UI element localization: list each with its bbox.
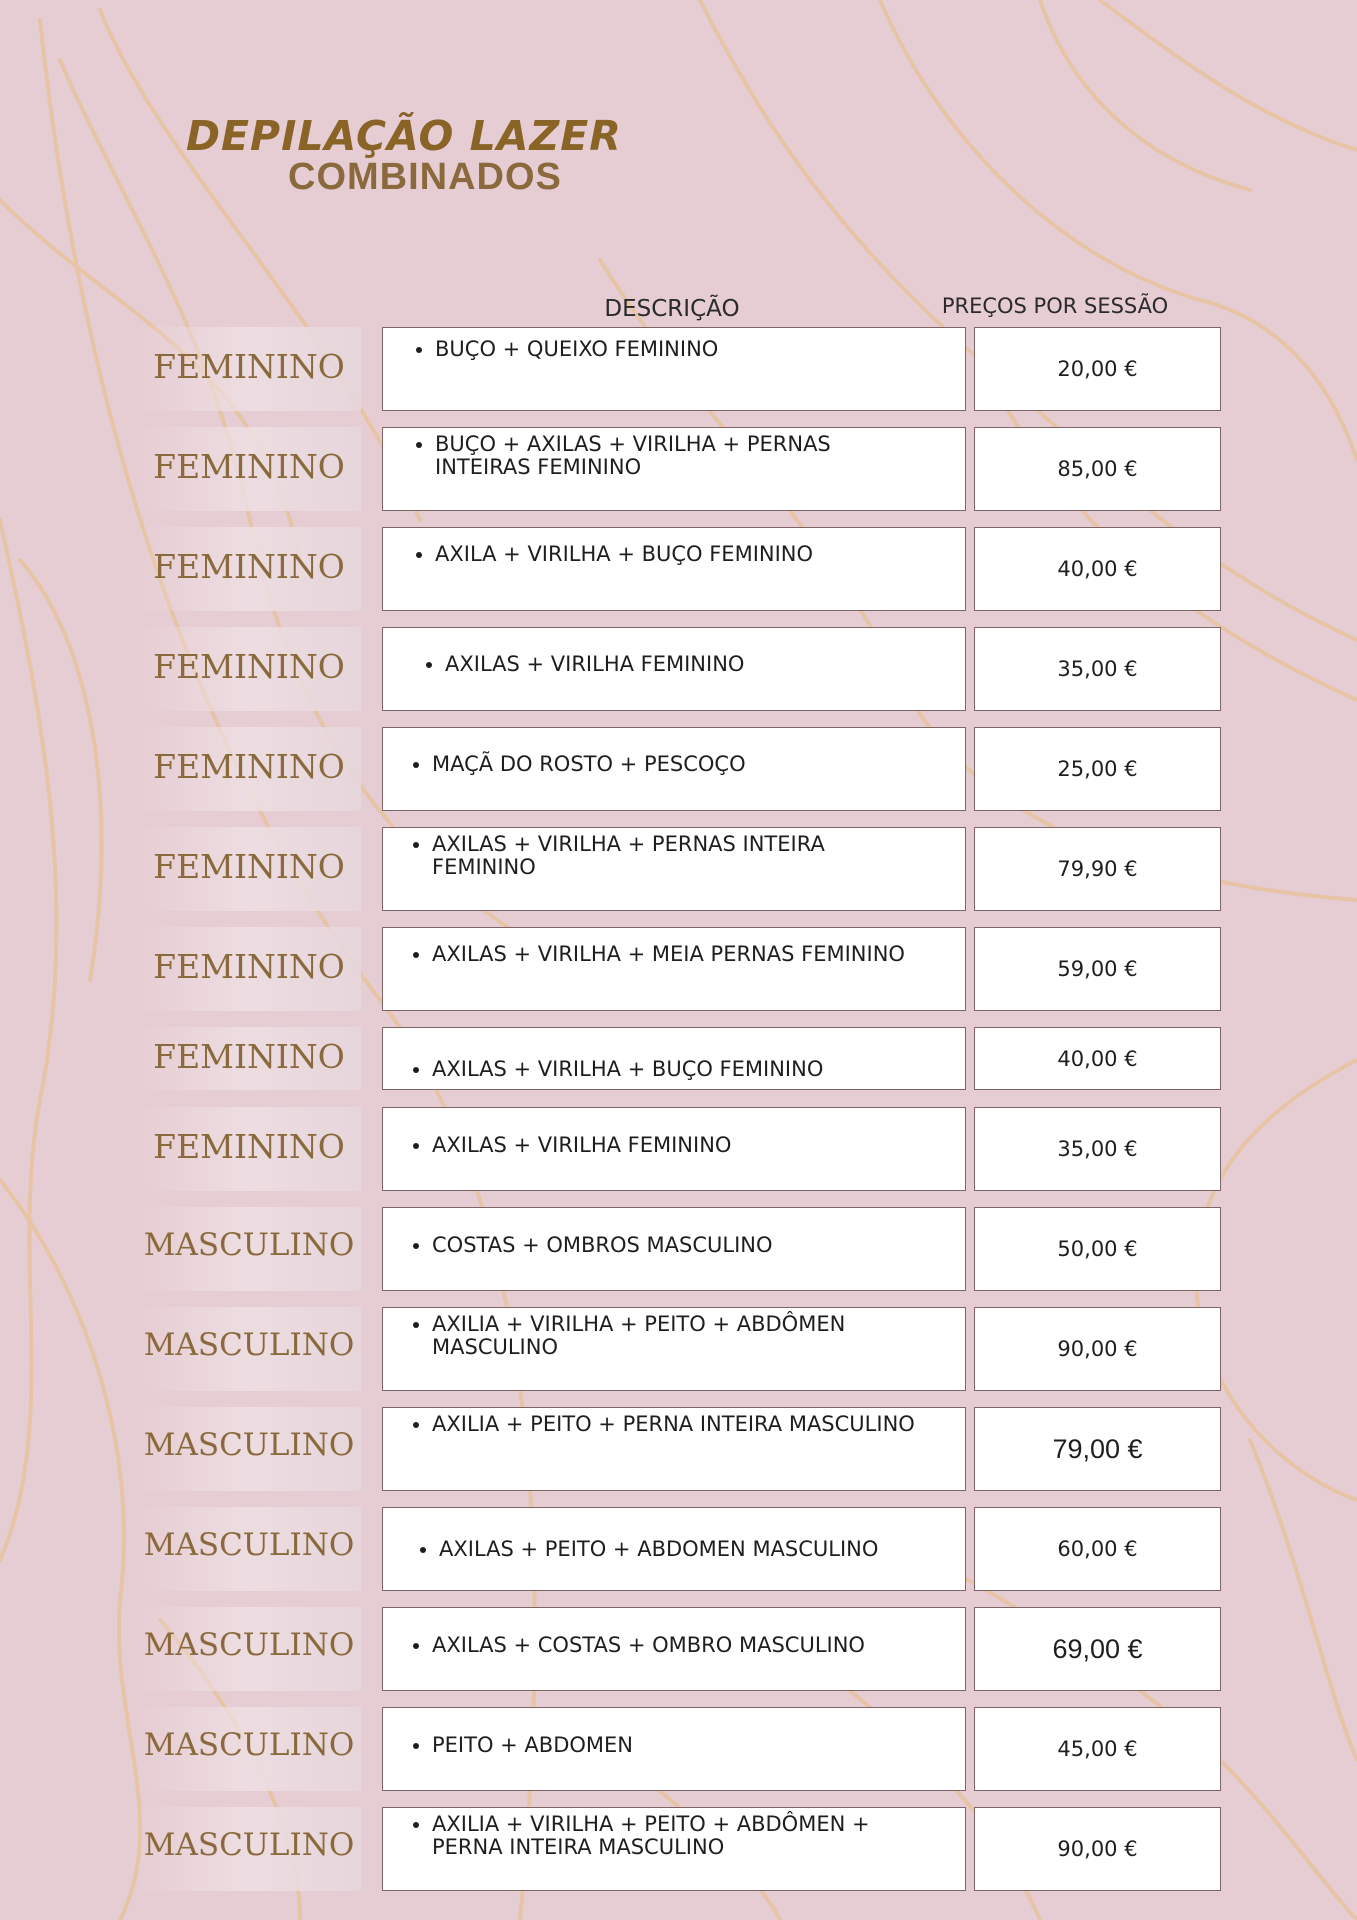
price-cell xyxy=(974,427,1221,511)
description-text: • AXILAS + VIRILHA FEMININO xyxy=(445,653,965,676)
price-value: 60,00 € xyxy=(1057,1537,1138,1561)
table-row xyxy=(0,1807,1357,1891)
price-value: 69,00 € xyxy=(1052,1633,1143,1664)
table-row xyxy=(0,427,1357,511)
price-cell xyxy=(974,727,1221,811)
table-row xyxy=(0,727,1357,811)
table-row xyxy=(0,1307,1357,1391)
category-banner xyxy=(137,327,361,411)
table-row xyxy=(0,1207,1357,1291)
description-list xyxy=(383,1028,965,1081)
table-row xyxy=(0,1607,1357,1691)
description-cell xyxy=(382,1507,966,1591)
price-cell xyxy=(974,1207,1221,1291)
description-list xyxy=(383,1508,965,1561)
price-value: 40,00 € xyxy=(1057,1046,1138,1071)
price-cell xyxy=(974,1307,1221,1391)
description-text: • AXILA + VIRILHA + BUÇO FEMININO xyxy=(435,543,965,566)
category-banner xyxy=(137,1707,361,1791)
description-cell xyxy=(382,1407,966,1491)
price-value: 79,00 € xyxy=(1052,1433,1143,1464)
description-cell xyxy=(382,527,966,611)
price-cell xyxy=(974,1707,1221,1791)
category-label: FEMININO xyxy=(153,647,345,686)
price-value: 25,00 € xyxy=(1057,757,1138,781)
table-row xyxy=(0,1707,1357,1791)
category-label: MASCULINO xyxy=(143,1827,355,1863)
category-label: MASCULINO xyxy=(143,1527,355,1563)
category-label: MASCULINO xyxy=(143,1327,355,1363)
category-label: MASCULINO xyxy=(143,1427,355,1463)
description-text: • AXILAS + VIRILHA FEMININO xyxy=(432,1134,965,1157)
description-list xyxy=(383,628,965,676)
category-banner xyxy=(137,927,361,1011)
price-cell xyxy=(974,1107,1221,1191)
description-list xyxy=(383,428,965,479)
category-banner xyxy=(137,1807,361,1891)
category-banner xyxy=(137,1207,361,1291)
description-cell xyxy=(382,827,966,911)
category-label: FEMININO xyxy=(153,747,345,786)
category-banner xyxy=(137,627,361,711)
price-column-header: PREÇOS POR SESSÃO xyxy=(941,294,1169,318)
table-row xyxy=(0,527,1357,611)
description-text: • AXILAS + VIRILHA + PERNAS INTEIRA FEMININO xyxy=(432,833,965,879)
table-row xyxy=(0,1027,1357,1090)
description-cell xyxy=(382,1207,966,1291)
price-value: 59,00 € xyxy=(1057,957,1138,981)
category-banner xyxy=(137,1027,361,1090)
description-cell xyxy=(382,427,966,511)
price-cell xyxy=(974,1407,1221,1491)
table-row xyxy=(0,1507,1357,1591)
price-value: 90,00 € xyxy=(1057,1337,1138,1361)
category-banner xyxy=(137,1407,361,1491)
price-cell xyxy=(974,1507,1221,1591)
price-cell xyxy=(974,827,1221,911)
description-text: • BUÇO + QUEIXO FEMININO xyxy=(435,338,965,361)
description-list xyxy=(383,1408,965,1436)
description-cell xyxy=(382,1807,966,1891)
category-banner xyxy=(137,727,361,811)
category-label: FEMININO xyxy=(153,1127,345,1166)
description-list xyxy=(383,1708,965,1757)
category-banner xyxy=(137,427,361,511)
description-cell xyxy=(382,327,966,411)
description-cell xyxy=(382,1027,966,1090)
description-cell xyxy=(382,727,966,811)
description-text: • AXILAS + COSTAS + OMBRO MASCULINO xyxy=(432,1634,965,1657)
category-label: FEMININO xyxy=(153,447,345,486)
description-cell xyxy=(382,1607,966,1691)
description-cell xyxy=(382,627,966,711)
description-cell xyxy=(382,927,966,1011)
description-text: • AXILAS + VIRILHA + BUÇO FEMININO xyxy=(432,1058,965,1081)
description-text: • PEITO + ABDOMEN xyxy=(432,1734,965,1757)
price-value: 90,00 € xyxy=(1057,1837,1138,1861)
description-text: • AXILAS + PEITO + ABDOMEN MASCULINO xyxy=(439,1538,965,1561)
table-row xyxy=(0,927,1357,1011)
price-value: 35,00 € xyxy=(1057,657,1138,681)
price-value: 45,00 € xyxy=(1057,1737,1138,1761)
table-row xyxy=(0,1107,1357,1191)
description-list xyxy=(383,328,965,361)
category-banner xyxy=(137,1507,361,1591)
category-label: FEMININO xyxy=(153,1036,345,1076)
description-list xyxy=(383,928,965,966)
description-list xyxy=(383,1208,965,1257)
description-text: • COSTAS + OMBROS MASCULINO xyxy=(432,1234,965,1257)
description-cell xyxy=(382,1107,966,1191)
price-cell xyxy=(974,1607,1221,1691)
description-list xyxy=(383,828,965,879)
table-row xyxy=(0,627,1357,711)
category-label: MASCULINO xyxy=(143,1627,355,1663)
category-banner xyxy=(137,1607,361,1691)
table-row xyxy=(0,1407,1357,1491)
price-cell xyxy=(974,1027,1221,1090)
description-list xyxy=(383,528,965,566)
price-cell xyxy=(974,527,1221,611)
description-text: • AXILIA + PEITO + PERNA INTEIRA MASCULINO xyxy=(432,1413,965,1436)
price-value: 20,00 € xyxy=(1057,357,1138,381)
category-banner xyxy=(137,1107,361,1191)
category-label: MASCULINO xyxy=(143,1727,355,1763)
price-value: 35,00 € xyxy=(1057,1137,1138,1161)
category-banner xyxy=(137,827,361,911)
category-label: FEMININO xyxy=(153,847,345,886)
page-title: DEPILAÇÃO LAZER xyxy=(186,112,622,160)
price-value: 85,00 € xyxy=(1057,457,1138,481)
description-text: • AXILIA + VIRILHA + PEITO + ABDÔMEN + PERNA INTEIRA MASCULINO xyxy=(432,1813,965,1859)
description-list xyxy=(383,1108,965,1157)
page-subtitle: COMBINADOS xyxy=(288,156,562,198)
category-banner xyxy=(137,1307,361,1391)
description-list xyxy=(383,1308,965,1359)
description-cell xyxy=(382,1707,966,1791)
description-text: • AXILAS + VIRILHA + MEIA PERNAS FEMININO xyxy=(432,943,965,966)
category-label: FEMININO xyxy=(153,547,345,586)
category-label: FEMININO xyxy=(153,347,345,386)
price-cell xyxy=(974,927,1221,1011)
price-value: 40,00 € xyxy=(1057,557,1138,581)
price-cell xyxy=(974,1807,1221,1891)
table-row xyxy=(0,827,1357,911)
description-list xyxy=(383,1808,965,1859)
description-text: • BUÇO + AXILAS + VIRILHA + PERNAS INTEIRAS FEMININO xyxy=(435,433,965,479)
price-value: 50,00 € xyxy=(1057,1237,1138,1261)
description-text: • MAÇÃ DO ROSTO + PESCOÇO xyxy=(432,753,965,776)
price-cell xyxy=(974,327,1221,411)
description-list xyxy=(383,1608,965,1657)
description-list xyxy=(383,728,965,776)
category-label: MASCULINO xyxy=(143,1227,355,1263)
description-column-header: DESCRIÇÃO xyxy=(604,296,740,322)
category-label: FEMININO xyxy=(153,947,345,986)
price-value: 79,90 € xyxy=(1057,857,1138,881)
description-text: • AXILIA + VIRILHA + PEITO + ABDÔMEN MASCULINO xyxy=(432,1313,965,1359)
table-row xyxy=(0,327,1357,411)
description-cell xyxy=(382,1307,966,1391)
price-cell xyxy=(974,627,1221,711)
category-banner xyxy=(137,527,361,611)
